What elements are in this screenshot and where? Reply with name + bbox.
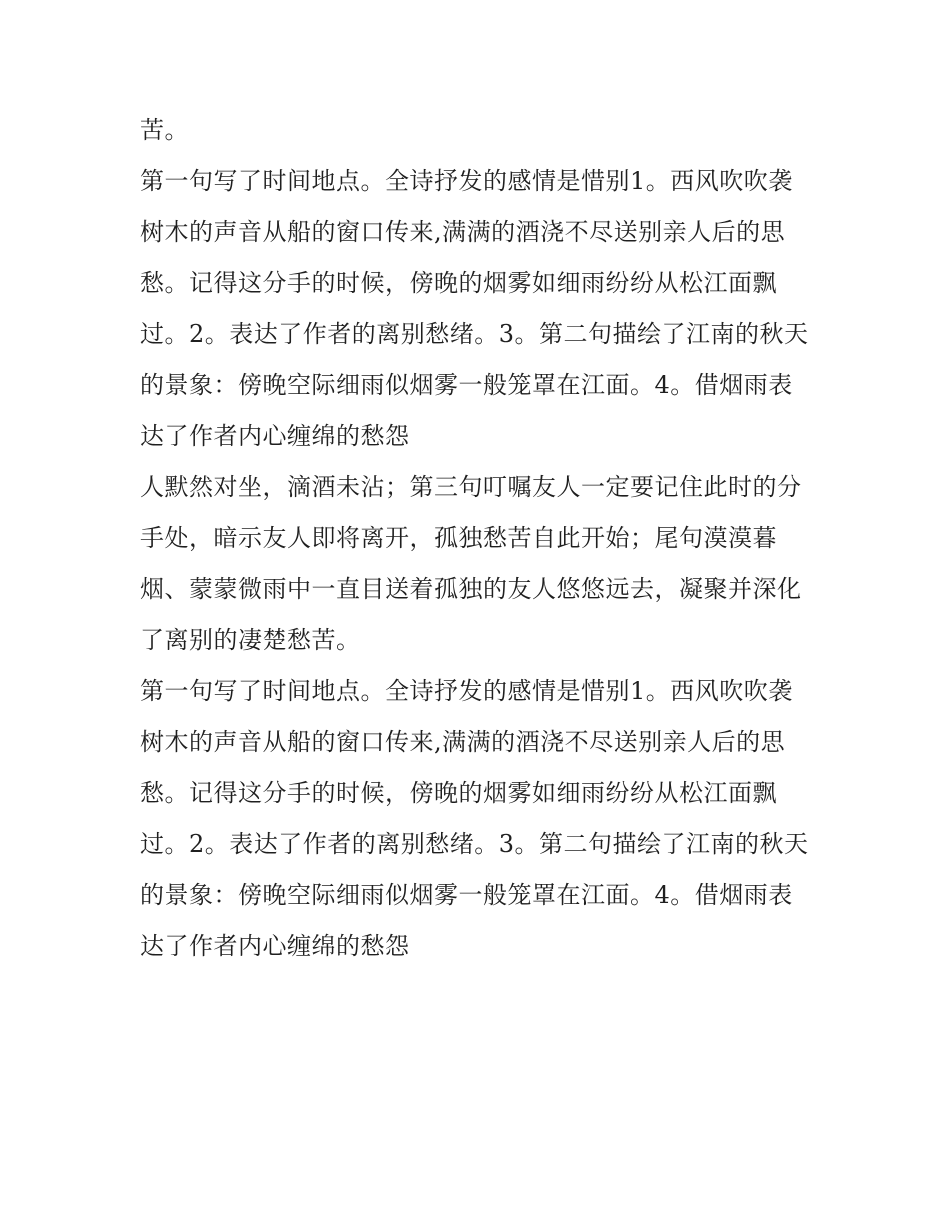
text-line: 的景象：傍晚空际细雨似烟雾一般笼罩在江面。4。借烟雨表: [140, 881, 793, 909]
text-line: 手处，暗示友人即将离开，孤独愁苦自此开始；尾句漠漠暮: [140, 524, 777, 552]
document-body: [140, 105, 820, 972]
text-line: 达了作者内心缠绵的愁怨: [140, 932, 410, 960]
text-line: 人默然对坐，滴酒未沾；第三句叮嘱友人一定要记住此时的分: [140, 473, 802, 501]
text-line: 第一句写了时间地点。全诗抒发的感情是惜别1。西风吹吹袭: [140, 677, 793, 705]
text-line: 达了作者内心缠绵的愁怨: [140, 422, 410, 450]
text-line: 愁。记得这分手的时候，傍晚的烟雾如细雨纷纷从松江面飘: [140, 269, 777, 297]
text-line: 的景象：傍晚空际细雨似烟雾一般笼罩在江面。4。借烟雨表: [140, 371, 793, 399]
text-line: 苦。: [140, 116, 189, 144]
text-line: 过。2。表达了作者的离别愁绪。3。第二句描绘了江南的秋天: [140, 320, 809, 348]
text-line: 树木的声音从船的窗口传来,满满的酒浇不尽送别亲人后的思: [140, 218, 786, 246]
text-line: 第一句写了时间地点。全诗抒发的感情是惜别1。西风吹吹袭: [140, 167, 793, 195]
text-line: 愁。记得这分手的时候，傍晚的烟雾如细雨纷纷从松江面飘: [140, 779, 777, 807]
text-line: 树木的声音从船的窗口传来,满满的酒浇不尽送别亲人后的思: [140, 728, 786, 756]
text-line: 烟、蒙蒙微雨中一直目送着孤独的友人悠悠远去，凝聚并深化: [140, 575, 802, 603]
text-line: 过。2。表达了作者的离别愁绪。3。第二句描绘了江南的秋天: [140, 830, 809, 858]
text-line: 了离别的凄楚愁苦。: [140, 626, 361, 654]
